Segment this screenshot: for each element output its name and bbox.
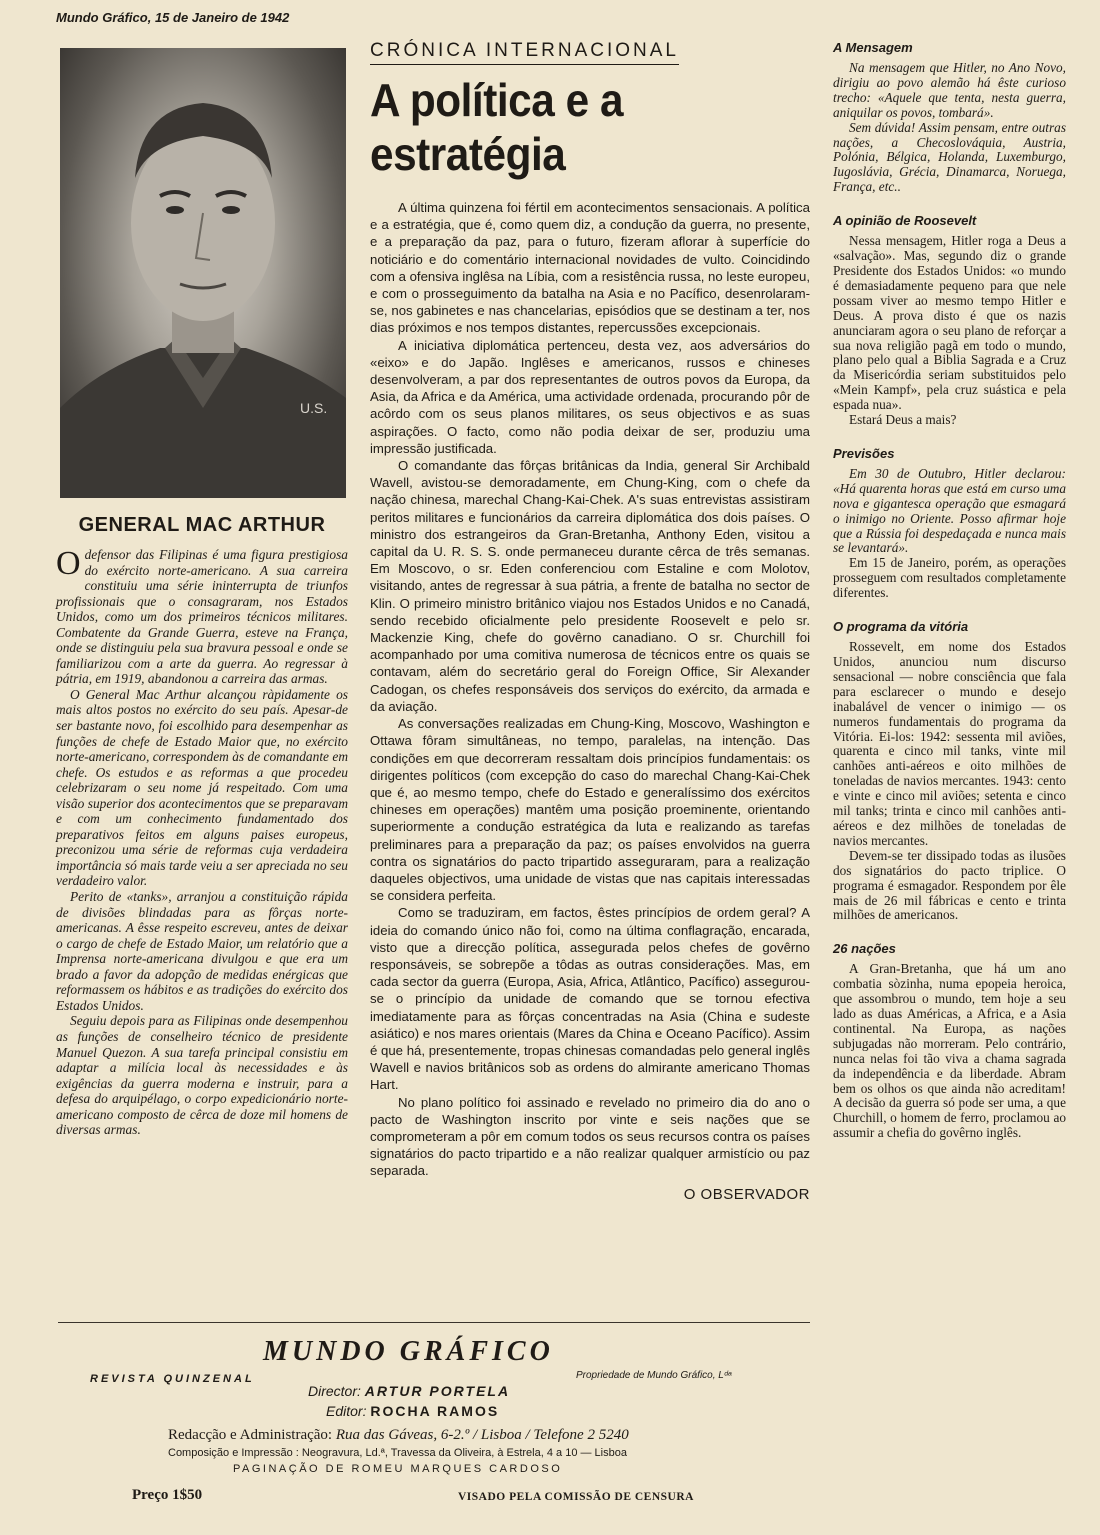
director-label: Director:	[308, 1383, 361, 1399]
article-paragraph: O comandante das fôrças britânicas da India, general Sir Archibald Wavell, avistou-se demoradamente, em Chung-King, com o chefe da nação chinesa, marechal Chang-Kai-Chek. A's suas entrevistas assistiram peritos militares e funcionários da carreira diplomática dos dois países. O ministro dos estrangeiros da Gran-Bretanha, Anthony Eden, visitou a capital da U. R. S. S. onde permaneceu durante cêrca de três semanas. Em Moscovo, o sr. Eden conferenciou com Estaline e com Molotov, visitando, antes de regressar à sua pátria, a frente de batalha no sector de Klin. O primeiro ministro britânico viajou nos Estados Unidos e no Canadá, sendo recebido oficialmente pelo presidente Roosevelt e pelo sr. Mackenzie King, chefe do govêrno canadiano. O sr. Churchill foi acompanhado por uma comitiva numerosa de técnicos entre os quais se contavam, além do secretário geral do Foreign Office, Sir Alexander Cadogan, os chefes responsáveis dos serviços do exército, da armada e da aviação.	[370, 458, 810, 714]
article-headline: A política e a estratégia	[370, 74, 624, 180]
sidebar-heading: 26 nações	[833, 941, 896, 957]
bio-paragraph: Seguiu depois para as Filipinas onde desempenhou as funções de conselheiro técnico de presidente Manuel Quezon. A sua tarefa principal consistiu em adaptar a milícia local às necessidades e às exigências da guerra moderna e instruir, para a defesa do arquipélago, o corpo expedicionário norte-americano composto de cêrca de doze mil homens de diversas armas.	[56, 1013, 348, 1138]
running-head: Mundo Gráfico, 15 de Janeiro de 1942	[56, 10, 290, 25]
address-label: Redacção e Administração:	[168, 1427, 333, 1443]
sidebar-paragraph: A Gran-Bretanha, que há um ano combatia sòzinha, numa epopeia heroica, que assombrou o mundo, tem hoje a seu lado as duas Américas, a Africa, e a Asia continental. Na Europa, as nações subjugadas não morreram. Pelo contrário, nunca nelas foi tão viva a chama sagrada da independência e da liberdade. Abram bem os olhos os que ainda não acreditam! A decisão da guerra só pode ser uma, a que Churchill, o homem de ferro, proclamou ao assumir a chefia do govêrno inglês.	[833, 961, 1066, 1141]
masthead-censorship: VISADO PELA COMISSÃO DE CENSURA	[458, 1491, 694, 1503]
masthead-price: Preço 1$50	[132, 1487, 203, 1503]
sidebar-section-programa	[833, 640, 1066, 923]
dropcap: O	[56, 545, 81, 582]
sidebar-heading: Previsões	[833, 445, 895, 461]
article-body	[370, 199, 810, 1180]
sidebar-paragraph: Em 15 de Janeiro, porém, as operações prosseguem com resultados completamente diferentes.	[833, 555, 1066, 601]
sidebar-paragraph: Devem-se ter dissipado todas as ilusões dos signatários do pacto triplice. O programa é esmagador. Respondem por êle mais de 26 mil fábricas e cento e trinta milhões de americanos.	[833, 847, 1066, 923]
masthead-subtitle: REVISTA QUINZENAL	[90, 1373, 255, 1385]
sidebar-heading: A Mensagem	[833, 40, 913, 55]
photo-caption-title: GENERAL MAC ARTHUR	[78, 514, 326, 536]
article-paragraph: As conversações realizadas em Chung-King, Moscovo, Washington e Ottawa fôram simultâneas, no tempo, paralelas, na intenção. Das condições em que decorreram ressaltam dois princípios fundamentais: os dirigentes políticos (com excepção do caso do marechal Chang-Kai-Chek que é, ao mesmo tempo, chefe do Estado e generalíssimo dos exércitos chineses em operações) mantêm uma posição proeminente, orientando superiormente a condução estratégica da luta e realizando as tarefas preliminares para a preparação da paz; os países envolvidos na guerra contra os signatários do pacto tripartido asseguraram, para a realização daqueles objectivos, uma unidade de vistas que nas capitais interessadas se considera perfeita.	[370, 716, 810, 904]
sidebar-paragraph: Rossevelt, em nome dos Estados Unidos, anunciou num discurso sensacional — nobre consciência que fala para esclarecer o mundo e desejo inabalável de vencer o inimigo — os numeros fundamentais do programa da Vitória. Ei-los: 1942: sessenta mil aviões, quarenta e cinco mil tanks, vinte mil canhões anti-aéreos e oito milhões de toneladas de navios mercantes. 1943: cento e vinte e cinco mil aviões; setenta e cinco mil tanks; trinta e cinco mil canhões anti-aéreos e dez milhões de toneladas de navios mercantes.	[833, 639, 1066, 848]
right-column	[833, 40, 1066, 1159]
sidebar-paragraph: Nessa mensagem, Hitler roga a Deus a «salvação». Mas, segundo diz o grande Presidente dos Estados Unidos: «o mundo é demasiadamente pequeno para que nele possam viver ao mesmo tempo Hitler e Deus. A prova disto é que os nazis anunciaram agora o seu plano de reforçar a sua nova religião pagã em todo o mundo, plano pelo qual a Biblia Sagrada e a Cruz da Misericórdia seriam substituidos pelo «Mein Kampf», pela cruz suástica e pela espada nua».	[833, 233, 1066, 413]
collar-insignia: U.S.	[300, 400, 328, 416]
bio-paragraph: Odefensor das Filipinas é uma figura prestigiosa do exército norte-americano. A sua carreira constituiu uma série ininterrupta de triunfos profissionais que o consagraram, nos Estados Unidos, como um dos primeiros técnicos militares. Combatente da Grande Guerra, esteve na França, onde se distinguiu pela sua bravura pessoal e onde se familiarizou com a arte da guerra. Ao regressar à pátria, em 1919, abandonou a carreira das armas.	[56, 545, 348, 687]
portrait-photo	[60, 48, 346, 498]
biography-text	[56, 547, 348, 1138]
masthead-title: MUNDO GRÁFICO	[263, 1336, 554, 1367]
editor-label: Editor:	[326, 1403, 367, 1419]
sidebar-section-26-nacoes	[833, 962, 1066, 1141]
bio-paragraph: Perito de «tanks», arranjou a constituição rápida de divisões blindadas para as fôrças norte-americanas. A êsse respeito escreveu, antes de deixar o cargo de chefe de Estado Maior, um relatório que a Imprensa norte-americana divulgou e que era um brado a favor da adopção de medidas enérgicas que reformassem os hábitos e as tradições do exército dos Estados Unidos.	[56, 889, 348, 1013]
sidebar-heading: A opinião de Roosevelt	[833, 213, 977, 229]
sidebar-section-previsoes	[833, 467, 1066, 601]
masthead-editor	[326, 1403, 499, 1419]
masthead-director	[308, 1383, 510, 1399]
masthead-composition: Composição e Impressão : Neogravura, Ld.ª, Travessa da Oliveira, à Estrela, 4 a 10 — Lisboa	[168, 1447, 627, 1459]
director-name: ARTUR PORTELA	[364, 1383, 511, 1399]
address-value: Rua das Gáveas, 6-2.º / Lisboa / Telefone 2 5240	[335, 1427, 629, 1443]
section-label: CRÓNICA INTERNACIONAL	[370, 40, 679, 65]
sidebar-heading: O programa da vitória	[833, 619, 969, 635]
sidebar-section-roosevelt	[833, 234, 1066, 428]
article-paragraph: No plano político foi assinado e revelado no primeiro dia do ano o pacto de Washington inscrito por vinte e seis nações que se comprometeram a pôr em comum todos os seus recursos contra os países signatários do pacto tripartido e a não realizar qualquer armistício ou paz separada.	[370, 1094, 810, 1179]
masthead-property: Propriedade de Mundo Gráfico, Lᵈᵃ	[576, 1370, 732, 1381]
masthead-box	[58, 1322, 810, 1513]
article-paragraph: Como se traduziram, em factos, êstes princípios de ordem geral? A ideia do comando único não foi, como na última conflagração, encarada, visto que a direcção política, assegurada pelos chefes de govêrno responsáveis, se sobrepõe a tôdas as outras considerações. Mas, em cada sector da guerra (Europa, Asia, Africa, Atlântico, Pacífico) assegurou-se o princípio da unidade de comando que se tornou efectiva imediatamente para as fôrças concentradas na Asia (China e sudeste asiático) e nos mares orientais (Mares da China e Oceano Pacífico). Assim é que há, presentemente, tropas chinesas comandadas pelo general inglês Wavell e navios britânicos sob as ordens do almirante americano Thomas Hart.	[370, 905, 810, 1093]
article-signature: O OBSERVADOR	[683, 1185, 810, 1203]
masthead-address	[168, 1427, 629, 1444]
article-paragraph: A última quinzena foi fértil em acontecimentos sensacionais. A política e a estratégia, que é, como quem diz, a condução da guerra, no presente, e a preparação da paz, para o futuro, fizeram aflorar à superfície do noticiário e do comentário internacional novidades de vulto. Coincidindo com a ofensiva inglêsa na Líbia, com a resistência russa, no leste europeu, e com o prosseguimento da batalha na Asia e no Pacífico, desenrolaram-se, nos gabinetes e nas chancelarias, episódios que se destinam a ter, nos dias próximos e nos tempos distantes, repercussões excepcionais.	[370, 200, 810, 336]
sidebar-paragraph: Sem dúvida! Assim pensam, entre outras nações, a Checoslováquia, Austria, Polónia, Bélgica, Holanda, Luxemburgo, Iugoslávia, Grécia, Dinamarca, Noruega, França, etc..	[833, 119, 1066, 195]
left-column	[56, 48, 348, 1138]
sidebar-paragraph: Em 30 de Outubro, Hitler declarou: «Há quarenta horas que está em curso uma nova e gigantesca operação que esmagará o inimigo no Oriente. Posso afirmar hoje que a Rússia foi despedaçada e nunca mais se levantará».	[833, 465, 1066, 556]
center-column	[370, 40, 810, 1203]
bio-paragraph: O General Mac Arthur alcançou ràpidamente os mais altos postos no exército do seu país. Apesar-de ser bastante novo, foi escolhido para desempenhar as funções de chefe de Estado Maior que, no exército norte-americano, correspondem às de comandante em chefe. Os estudos e as reformas a que procedeu celebrizaram o seu nome já respeitado. Com uma visão superior dos acontecimentos que se preparavam e com um conhecimento fundamentado dos preparativos feitos em alguns paises europeus, preconizou uma série de reformas cuja verdadeira importância só mais tarde veiu a ser apreciada no seu verdadeiro valor.	[56, 686, 348, 889]
sidebar-paragraph: Na mensagem que Hitler, no Ano Novo, dirigiu ao povo alemão há êste curioso trecho: «Aquele que tenta, nesta guerra, aniquilar os povos, tombará».	[833, 60, 1066, 120]
article-paragraph: A iniciativa diplomática pertenceu, desta vez, aos adversários do «eixo» e do Japão. Inglêses e americanos, russos e chineses desenvolveram, a par dos representantes de outros povos da Europa, da Asia, da Africa e da América, uma actividade ordenada, procurando pôr de acôrdo com os seus planos militares, os seus objectivos e as suas aspirações. O facto, como não podia deixar de ser, produziu uma impressão justificada.	[370, 337, 810, 456]
masthead-pagination: PAGINAÇÃO DE ROMEU MARQUES CARDOSO	[233, 1463, 563, 1475]
editor-name: ROCHA RAMOS	[370, 1403, 500, 1419]
sidebar-section-mensagem	[833, 61, 1066, 195]
sidebar-paragraph: Estará Deus a mais?	[849, 412, 957, 428]
